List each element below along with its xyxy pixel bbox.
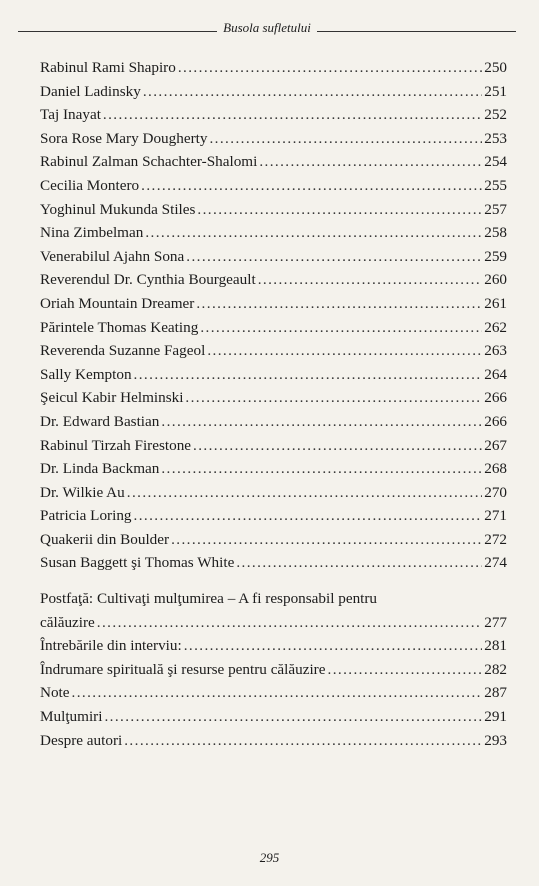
toc-entry[interactable]: [40, 729, 507, 753]
dot-leader: [161, 457, 482, 481]
toc-entry[interactable]: [40, 528, 507, 552]
entry-page-number: 268: [484, 460, 507, 478]
dot-leader: [97, 611, 482, 635]
toc-entry[interactable]: [40, 127, 507, 151]
entry-page-number: 264: [484, 365, 507, 383]
toc-entry[interactable]: [40, 551, 507, 575]
dot-leader: [145, 221, 482, 245]
entry-title: Oriah Mountain Dreamer: [40, 294, 195, 312]
entry-title-line1: Postfaţă: Cultivaţi mulţumirea – A fi responsabil pentru: [40, 590, 378, 608]
entry-page-number: 261: [484, 294, 507, 312]
dot-leader: [207, 339, 482, 363]
entry-title: Reverenda Suzanne Fageol: [40, 342, 206, 360]
toc-entry[interactable]: [40, 634, 507, 658]
entry-title: Venerabilul Ajahn Sona: [40, 247, 185, 265]
dot-leader: [196, 292, 482, 316]
entry-title: Mulţumiri: [40, 708, 103, 726]
entry-title: Dr. Wilkie Au: [40, 483, 125, 501]
entry-page-number: 287: [484, 684, 507, 702]
entry-page-number: 267: [484, 436, 507, 454]
dot-leader: [328, 658, 483, 682]
entry-title: Întrebările din interviu:: [40, 637, 182, 655]
entry-title: Dr. Edward Bastian: [40, 412, 160, 430]
toc-entry[interactable]: [40, 339, 507, 363]
entry-title: Patricia Loring: [40, 507, 132, 525]
toc-entry[interactable]: [40, 292, 507, 316]
dot-leader: [124, 729, 482, 753]
header-rule-left: [18, 31, 217, 32]
toc-entry[interactable]: [40, 103, 507, 127]
dot-leader: [259, 150, 482, 174]
entry-title: Yoghinul Mukunda Stiles: [40, 200, 196, 218]
entry-title: Despre autori: [40, 731, 123, 749]
dot-leader: [184, 634, 483, 658]
entry-title: Daniel Ladinsky: [40, 82, 141, 100]
dot-leader: [185, 386, 482, 410]
toc-entry[interactable]: [40, 268, 507, 292]
dot-leader: [209, 127, 482, 151]
dot-leader: [236, 551, 482, 575]
toc-entry[interactable]: [40, 434, 507, 458]
entry-page-number: 270: [484, 483, 507, 501]
entry-title: Îndrumare spirituală şi resurse pentru călăuzire: [40, 660, 326, 678]
toc-entry-postfata[interactable]: [40, 587, 507, 634]
toc-entry[interactable]: [40, 198, 507, 222]
dot-leader: [72, 681, 483, 705]
book-title: Busola sufletului: [223, 20, 311, 35]
entry-page-number: 266: [484, 412, 507, 430]
toc-entry[interactable]: [40, 504, 507, 528]
toc-entry[interactable]: [40, 658, 507, 682]
dot-leader: [104, 705, 482, 729]
entry-page-number: 255: [484, 176, 507, 194]
dot-leader: [141, 174, 482, 198]
entry-page-number: 252: [484, 106, 507, 124]
entry-title: Rabinul Rami Shapiro: [40, 59, 176, 76]
entry-page-number: 250: [484, 59, 507, 76]
toc-entry[interactable]: [40, 481, 507, 505]
page-number: 295: [259, 850, 280, 865]
entry-page-number: 293: [484, 731, 507, 749]
toc-entry[interactable]: [40, 457, 507, 481]
toc-entry[interactable]: [40, 150, 507, 174]
toc-section-interviews: [40, 56, 507, 575]
entry-page-number: 277: [484, 613, 507, 631]
dot-leader: [171, 528, 482, 552]
entry-title: Quakerii din Boulder: [40, 530, 170, 548]
dot-leader: [127, 481, 482, 505]
dot-leader: [193, 434, 482, 458]
toc-entry[interactable]: [40, 705, 507, 729]
table-of-contents: [40, 56, 507, 752]
dot-leader: [186, 245, 482, 269]
toc-entry[interactable]: [40, 80, 507, 104]
entry-title: Reverendul Dr. Cynthia Bourgeault: [40, 271, 256, 289]
entry-title: Rabinul Tirzah Firestone: [40, 436, 192, 454]
entry-page-number: 271: [484, 507, 507, 525]
entry-line2: [40, 611, 507, 635]
entry-title-line2: călăuzire: [40, 613, 95, 631]
entry-page-number: 263: [484, 342, 507, 360]
entry-title: Sora Rose Mary Dougherty: [40, 129, 208, 147]
entry-page-number: 260: [484, 271, 507, 289]
toc-entry[interactable]: [40, 56, 507, 80]
entry-title: Nina Zimbelman: [40, 224, 144, 242]
entry-page-number: 262: [484, 318, 507, 336]
header-rule-right: [317, 31, 516, 32]
dot-leader: [258, 268, 483, 292]
entry-page-number: 251: [484, 82, 507, 100]
entry-page-number: 257: [484, 200, 507, 218]
entry-page-number: 259: [484, 247, 507, 265]
entry-page-number: 254: [484, 153, 507, 171]
entry-page-number: 281: [484, 637, 507, 655]
dot-leader: [197, 198, 482, 222]
dot-leader: [178, 56, 482, 80]
entry-title: Dr. Linda Backman: [40, 460, 160, 478]
entry-page-number: 266: [484, 389, 507, 407]
entry-title: Susan Baggett şi Thomas White: [40, 554, 235, 572]
section-gap: [40, 575, 507, 587]
toc-section-appendix: [40, 634, 507, 752]
toc-entry[interactable]: [40, 316, 507, 340]
dot-leader: [103, 103, 482, 127]
entry-page-number: 274: [484, 554, 507, 572]
entry-title: Cecilia Montero: [40, 176, 140, 194]
toc-entry[interactable]: [40, 410, 507, 434]
entry-page-number: 253: [484, 129, 507, 147]
toc-entry[interactable]: [40, 681, 507, 705]
entry-title: Sally Kempton: [40, 365, 132, 383]
entry-title: Taj Inayat: [40, 106, 101, 124]
entry-page-number: 272: [484, 530, 507, 548]
toc-entry[interactable]: [40, 245, 507, 269]
dot-leader: [161, 410, 482, 434]
entry-page-number: 291: [484, 708, 507, 726]
toc-entry[interactable]: [40, 386, 507, 410]
entry-title: Părintele Thomas Keating: [40, 318, 199, 336]
dot-leader: [200, 316, 482, 340]
entry-title: Rabinul Zalman Schachter-Shalomi: [40, 153, 258, 171]
toc-entry[interactable]: [40, 363, 507, 387]
entry-title: Şeicul Kabir Helminski: [40, 389, 184, 407]
dot-leader: [134, 363, 483, 387]
dot-leader: [143, 80, 482, 104]
dot-leader: [134, 504, 483, 528]
entry-page-number: 258: [484, 224, 507, 242]
toc-entry[interactable]: [40, 221, 507, 245]
entry-title: Note: [40, 684, 70, 702]
entry-page-number: 282: [484, 660, 507, 678]
running-header: [18, 18, 516, 38]
toc-entry[interactable]: [40, 174, 507, 198]
